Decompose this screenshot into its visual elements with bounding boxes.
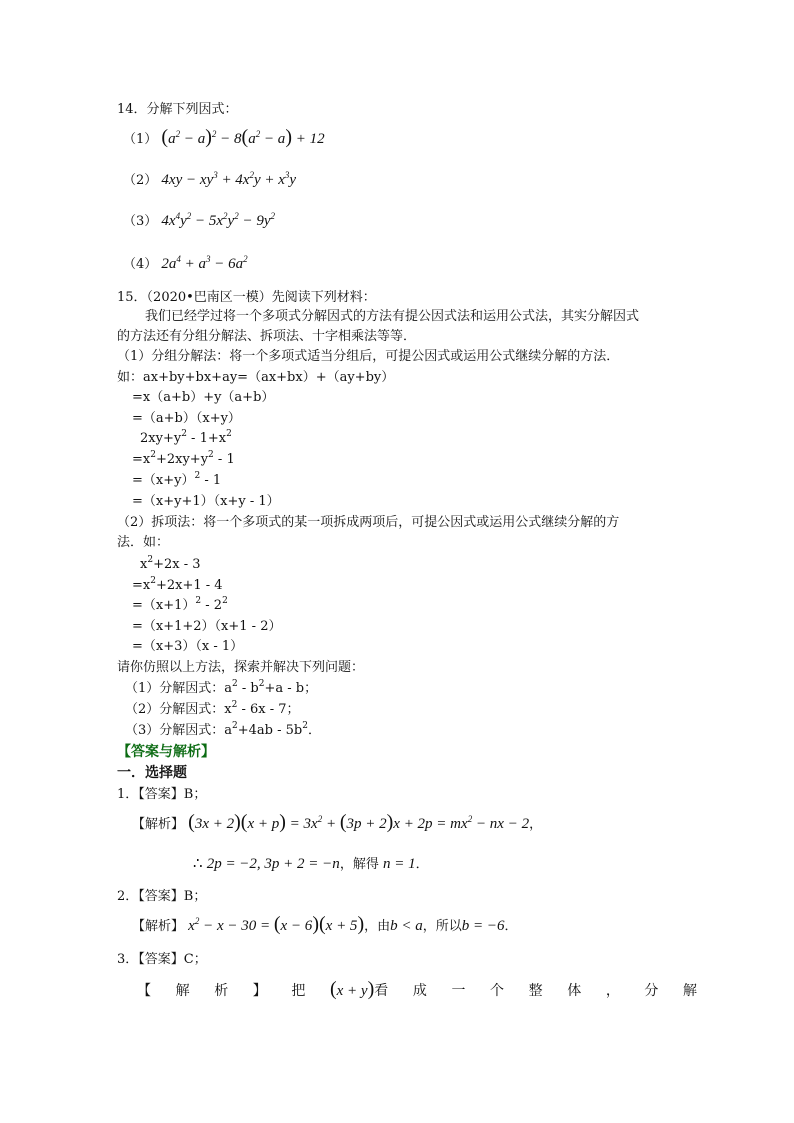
- q14-title: 14．分解下列因式：: [117, 102, 238, 117]
- method2-line2: $=x^2+2x+1 - 4$: [132, 576, 223, 593]
- section-title: 一．选择题: [117, 765, 187, 781]
- answer-1-label: 1．【答案】B；: [117, 787, 207, 802]
- q14-item-4: [123, 256, 248, 273]
- answer-1-result: ∴ 2p = −2, 3p + 2 = −n，解得 n = 1．: [193, 856, 429, 872]
- method2-line3: $=(x+1)^2 - 2^2$: [132, 596, 228, 613]
- method1-line5: $=x^2+2xy+y^2 - 1$: [132, 450, 235, 467]
- method2-title-line1: （2）拆项法：将一个多项式的某一项拆成两项后，可提公因式或运用公式继续分解的方: [117, 515, 620, 530]
- method2-title-line2: 法．如：: [117, 535, 170, 550]
- item-number: （1）: [123, 132, 158, 147]
- q14-item-2: [123, 172, 296, 189]
- formula: $(a^2 - a)^2 - 8(a^2 - a) + 12$: [161, 126, 325, 148]
- method1-line3: =（a+b）（x+y）: [132, 411, 241, 426]
- item-number: （4）: [123, 257, 158, 272]
- method2-line5: =（x+3）（x - 1）: [132, 639, 244, 654]
- formula: $2a^4 + a^3 - 6a^2$: [161, 254, 248, 272]
- q14-item-3: [123, 213, 275, 230]
- method2-line4: =（x+1+2）（x+1 - 2）: [132, 619, 282, 634]
- q15-title: 15．（2020•巴南区一模）先阅读下列材料：: [117, 290, 376, 305]
- method1-line1: 如：ax+by+bx+ay=（ax+bx）+（ay+by）: [117, 370, 395, 385]
- formula: $4x^4y^2 - 5x^2y^2 - 9y^2$: [161, 211, 275, 229]
- answers-header: 【答案与解析】: [117, 744, 215, 760]
- task-1: （1）分解因式：$a^2 - b^2+a - b$；: [125, 679, 318, 696]
- method2-line1: $x^2+2x - 3$: [140, 555, 201, 572]
- method1-line7: =（x+y+1）（x+y - 1）: [132, 494, 280, 509]
- answer-1-explanation: 【解析】 $(3x + 2)(x + p) = 3x^2 + (3p + 2)x + 2p = mx^2$ − nx − 2，: [132, 811, 543, 833]
- answer-2-explanation: 【解析】 $x^2 - x - 30 = (x - 6)(x + 5)$，由b < a，所以b = −6．: [132, 913, 518, 935]
- method1-line4: $2xy+y^2 - 1+x^2$: [140, 429, 232, 446]
- formula: (x + y)看: [329, 978, 389, 1000]
- task-3: （3）分解因式：$a^2+4ab - 5b^2$．: [125, 721, 322, 738]
- q15-intro-line1: 我们已经学过将一个多项式分解因式的方法有提公因式法和运用公式法，其实分解因式: [145, 309, 640, 324]
- method1-title: （1）分组分解法：将一个多项式适当分组后，可提公因式或运用公式继续分解的方法．: [117, 349, 620, 364]
- item-number: （3）: [123, 214, 158, 229]
- method1-line6: $=(x+y)^2 - 1$: [132, 471, 222, 488]
- task-2: （2）分解因式：$x^2 - 6x - 7$；: [125, 700, 300, 717]
- q15-intro-line2: 的方法还有分组分解法、拆项法、十字相乘法等等．: [117, 329, 417, 344]
- answer-2-label: 2．【答案】B；: [117, 889, 207, 904]
- q14-item-1: [123, 126, 325, 148]
- formula: $4xy - xy^3 + 4x^2y + x^3y$: [161, 170, 297, 188]
- answer-3-label: 3．【答案】C；: [117, 952, 207, 967]
- answer-3-explanation: 【 解 析 】 把 (x + y)看 成 一 个 整 体 ， 分 解: [137, 978, 697, 1000]
- item-number: （2）: [123, 173, 158, 188]
- task-intro: 请你仿照以上方法，探索并解决下列问题：: [117, 660, 365, 675]
- method1-line2: =x（a+b）+y（a+b）: [132, 390, 275, 405]
